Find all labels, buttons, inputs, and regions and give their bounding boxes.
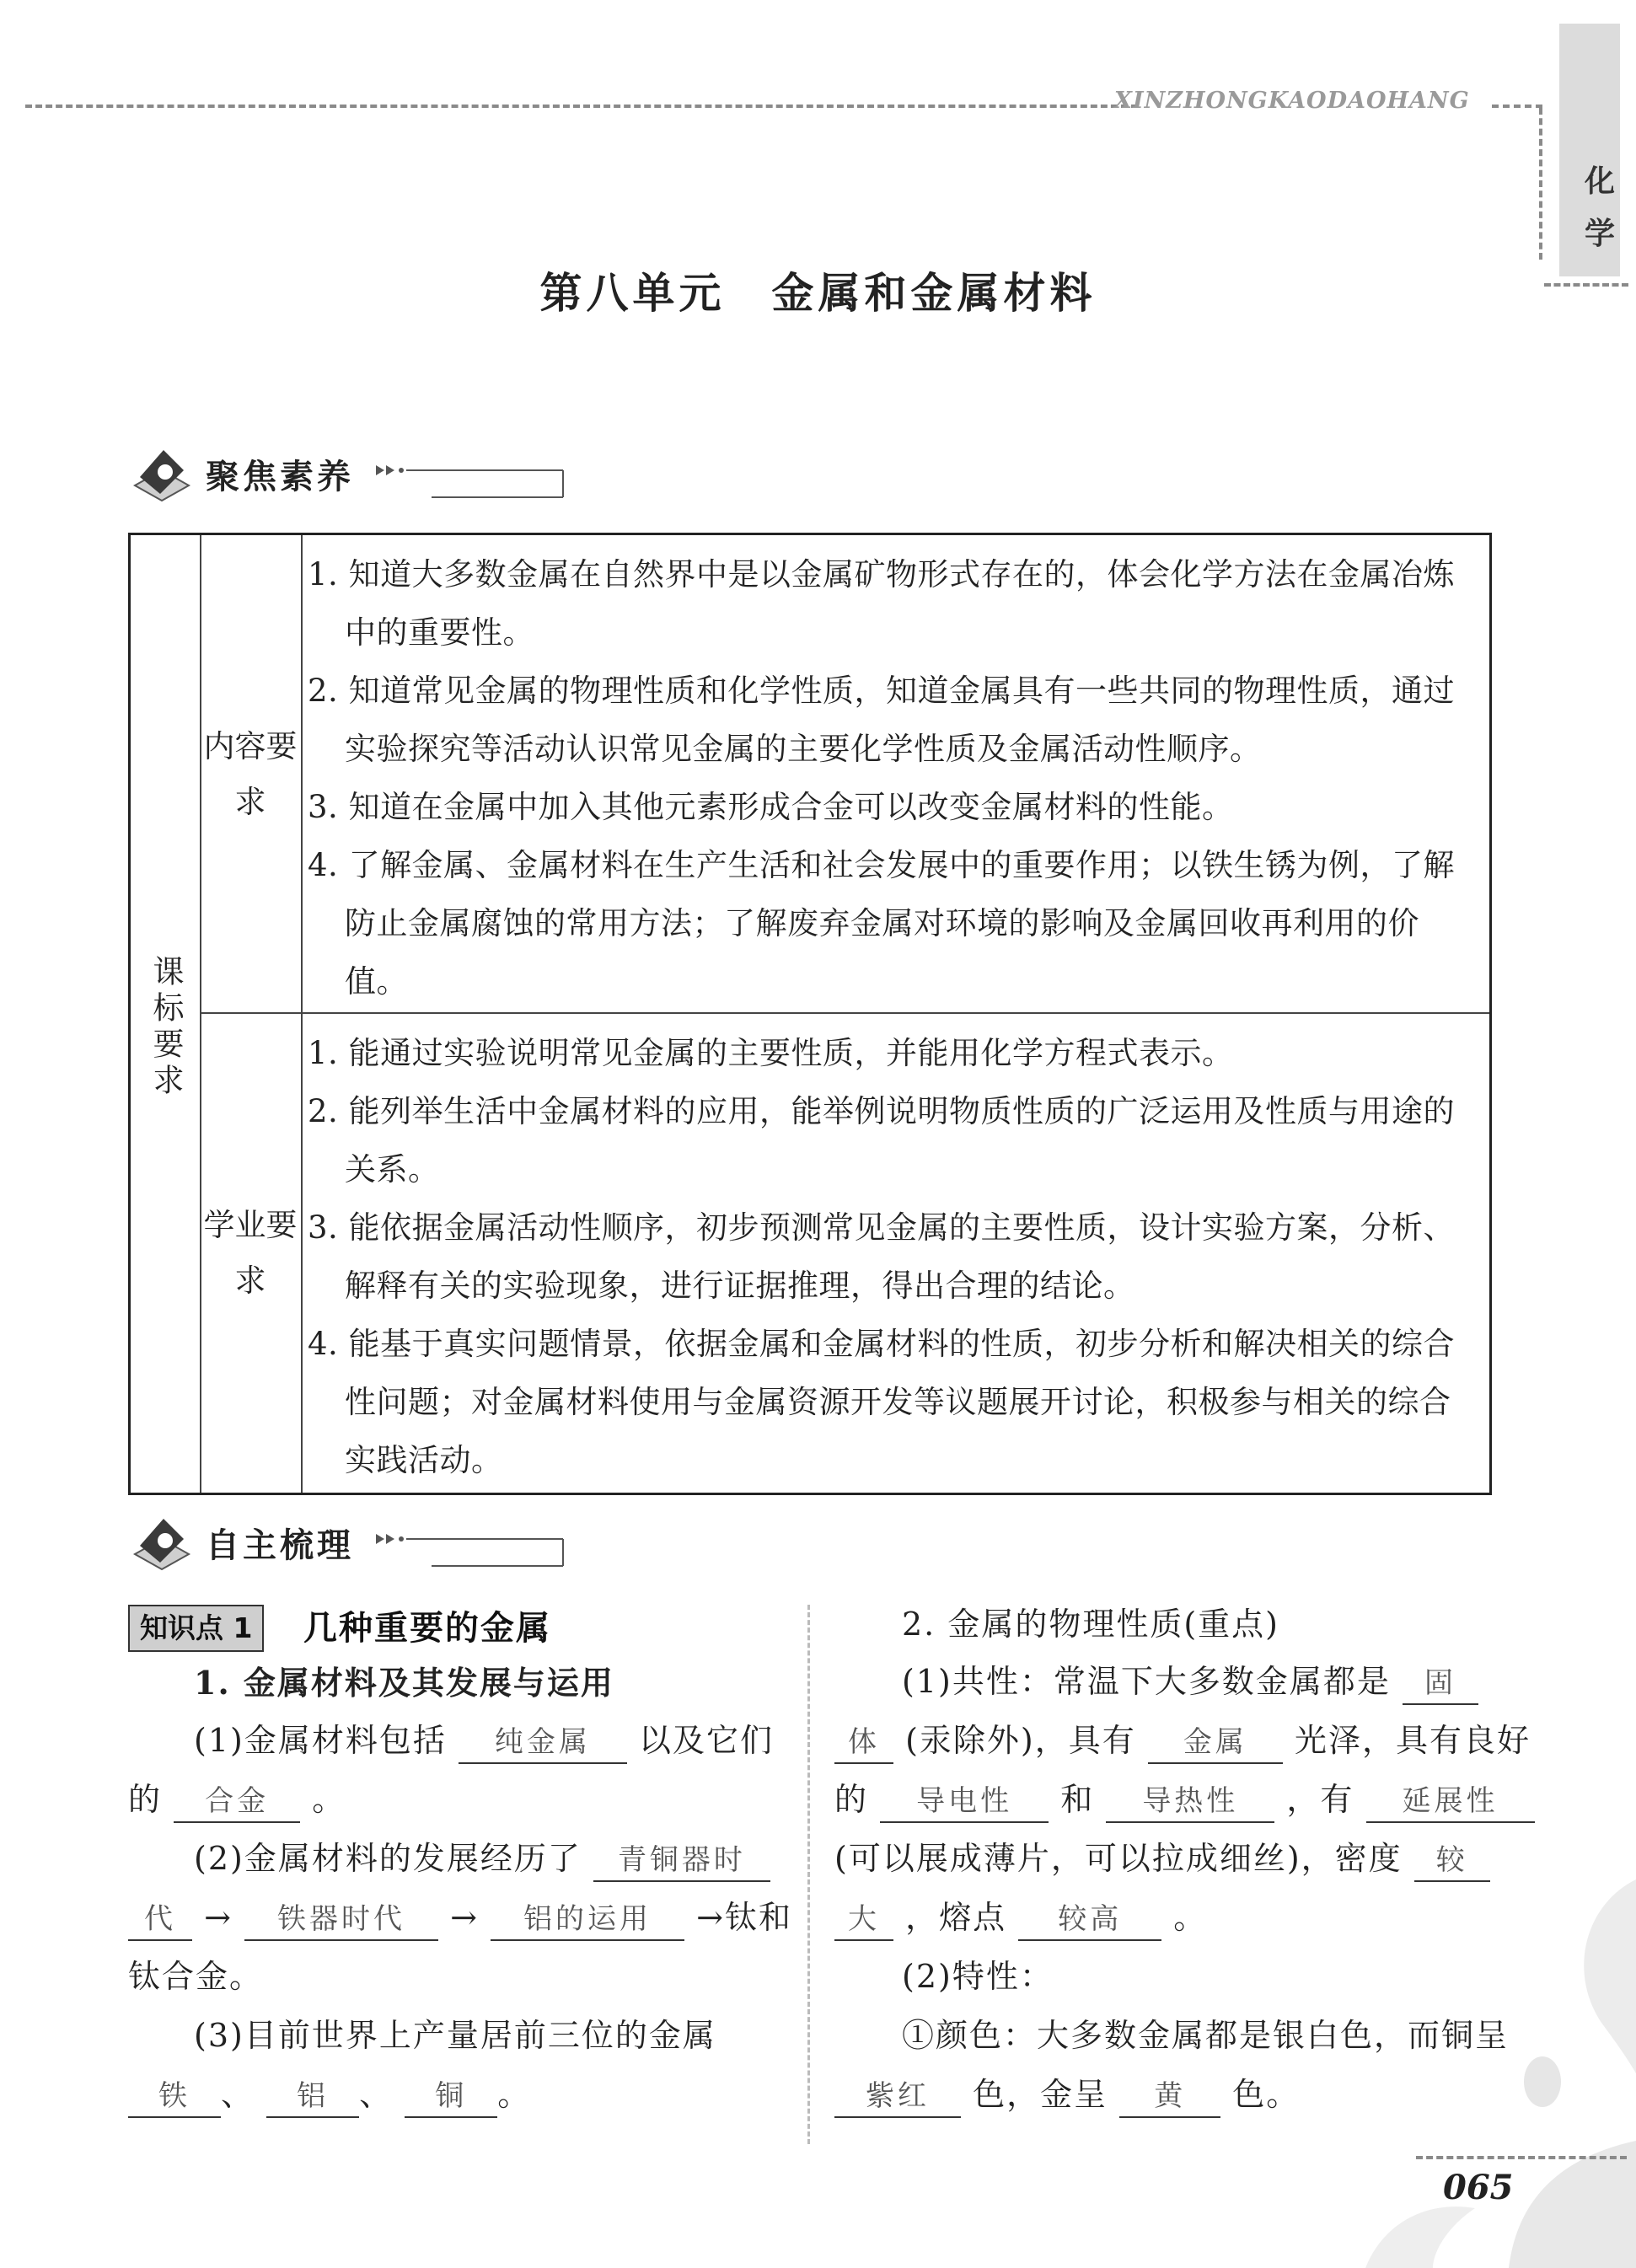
column-divider: [807, 1605, 810, 2144]
answer-blank: 导热性: [1106, 1781, 1274, 1823]
knowledge-point-title: 几种重要的金属: [303, 1609, 551, 1648]
subject-label: 化学: [1584, 164, 1615, 251]
study-requirements-label: 学业要求: [203, 1207, 298, 1299]
paragraph-line: 的 导电性 和 导热性 ，有 延展性: [834, 1773, 1535, 1823]
paragraph-line: (2)金属材料的发展经历了 青铜器时: [194, 1832, 770, 1882]
content-requirements-list: [308, 545, 1474, 1011]
list-item: 4. 能基于真实问题情景，依据金属和金属材料的性质，初步分析和解决相关的综合性问题；对金属材料使用与金属资源开发等议题展开讨论，积极参与相关的综合实践活动。: [308, 1326, 1456, 1478]
section-arrow-decoration: [373, 445, 575, 504]
curriculum-requirements-label: 课标要求: [148, 955, 184, 1100]
answer-blank: 铝: [266, 2076, 359, 2118]
curriculum-requirements-table: [128, 533, 1492, 1495]
answer-blank: 铜: [405, 2076, 497, 2118]
paragraph-line: 体 (汞除外)，具有 金属 光泽，具有良好: [834, 1714, 1531, 1764]
paragraph-line: 铁 、 铝 、 铜 。: [128, 2068, 531, 2118]
paragraph-line: ①颜色：大多数金属都是银白色，而铜呈: [902, 2017, 1510, 2054]
footer-dashed-line: [1416, 2156, 1627, 2159]
answer-blank: 金属: [1148, 1722, 1283, 1764]
content-requirements-label: 内容要求: [203, 728, 298, 820]
paragraph-line: 代 → 铁器时代 → 铝的运用 →钛和: [128, 1891, 792, 1941]
tab-dashed-border: [1539, 108, 1542, 260]
paragraph-line: (可以展成薄片，可以拉成细丝)，密度 较: [834, 1832, 1490, 1882]
series-name: XINZHONGKAODAOHANG: [1114, 88, 1470, 114]
study-requirements-list: [308, 1024, 1474, 1489]
list-item: 3. 知道在金属中加入其他元素形成合金可以改变金属材料的性能。: [308, 789, 1234, 825]
answer-blank: 紫红: [834, 2076, 961, 2118]
answer-blank: 代: [128, 1899, 192, 1941]
list-item: 4. 了解金属、金属材料在生产生活和社会发展中的重要作用；以铁生锈为例，了解防止金属腐蚀的常用方法；了解废弃金属对环境的影响及金属回收再利用的价值。: [308, 847, 1456, 1000]
paragraph-line: (2)特性：: [902, 1958, 1054, 1995]
answer-blank: 铝的运用: [491, 1899, 684, 1941]
answer-blank: 延展性: [1366, 1781, 1535, 1823]
subheading-materials: 1. 金属材料及其发展与运用: [194, 1664, 614, 1702]
paragraph-line: (3)目前世界上产量居前三位的金属: [194, 2017, 716, 2054]
section-title: 自主梳理: [206, 1526, 354, 1565]
answer-blank: 黄: [1119, 2076, 1220, 2118]
paragraph-line: 紫红 色，金呈 黄 色。: [834, 2068, 1300, 2118]
header-dashed-line: [25, 105, 1138, 108]
answer-blank: 大: [834, 1899, 893, 1941]
section-arrow-decoration: [373, 1514, 575, 1573]
table-divider: [200, 1012, 1489, 1014]
paragraph-line: 钛合金。: [128, 1958, 264, 1995]
answer-blank: 铁: [128, 2076, 221, 2118]
section-logo-icon: [128, 445, 196, 504]
section-heading-self-study: [128, 1514, 448, 1573]
header-dashed-line-end: [1492, 105, 1542, 108]
arrow-icon: →: [450, 1899, 479, 1936]
answer-blank: 固: [1403, 1663, 1478, 1705]
list-item: 2. 知道常见金属的物理性质和化学性质，知道金属具有一些共同的物理性质，通过实验探究等活动认识常见金属的主要化学性质及金属活动性顺序。: [308, 673, 1456, 767]
list-item: 2. 能列举生活中金属材料的应用，能举例说明物质性质的广泛运用及性质与用途的关系。: [308, 1093, 1456, 1188]
answer-blank: 纯金属: [459, 1722, 627, 1764]
answer-blank: 体: [834, 1722, 893, 1764]
section-logo-icon: [128, 1514, 196, 1573]
answer-blank: 较高: [1018, 1899, 1161, 1941]
list-item: 1. 知道大多数金属在自然界中是以金属矿物形式存在的，体会化学方法在金属冶炼中的重要性。: [308, 556, 1456, 651]
paragraph-line: 大 ，熔点 较高 。: [834, 1891, 1207, 1941]
answer-blank: 导电性: [880, 1781, 1049, 1823]
list-item: 1. 能通过实验说明常见金属的主要性质，并能用化学方程式表示。: [308, 1035, 1234, 1071]
section-heading-literacy: [128, 445, 448, 504]
section-title: 聚焦素养: [206, 458, 354, 496]
paragraph-line: 的 合金 。: [128, 1773, 346, 1823]
subheading-physical-properties: 2. 金属的物理性质(重点): [902, 1606, 1279, 1643]
arrow-icon: →: [204, 1899, 233, 1936]
answer-blank: 铁器时代: [244, 1899, 438, 1941]
list-item: 3. 能依据金属活动性顺序，初步预测常见金属的主要性质，设计实验方案，分析、解释有关的实验现象，进行证据推理，得出合理的结论。: [308, 1209, 1456, 1304]
knowledge-point-badge: 知识点 1: [128, 1605, 264, 1652]
paragraph-line: (1)金属材料包括 纯金属 以及它们: [194, 1714, 774, 1764]
table-divider: [200, 535, 201, 1493]
answer-blank: 青铜器时: [593, 1840, 770, 1882]
answer-blank: 合金: [174, 1781, 300, 1823]
unit-title: 第八单元 金属和金属材料: [539, 269, 1097, 318]
table-divider: [301, 535, 303, 1493]
page-number: 065: [1443, 2168, 1514, 2207]
paragraph-line: (1)共性：常温下大多数金属都是 固: [902, 1655, 1478, 1705]
answer-blank: 较: [1414, 1840, 1490, 1882]
